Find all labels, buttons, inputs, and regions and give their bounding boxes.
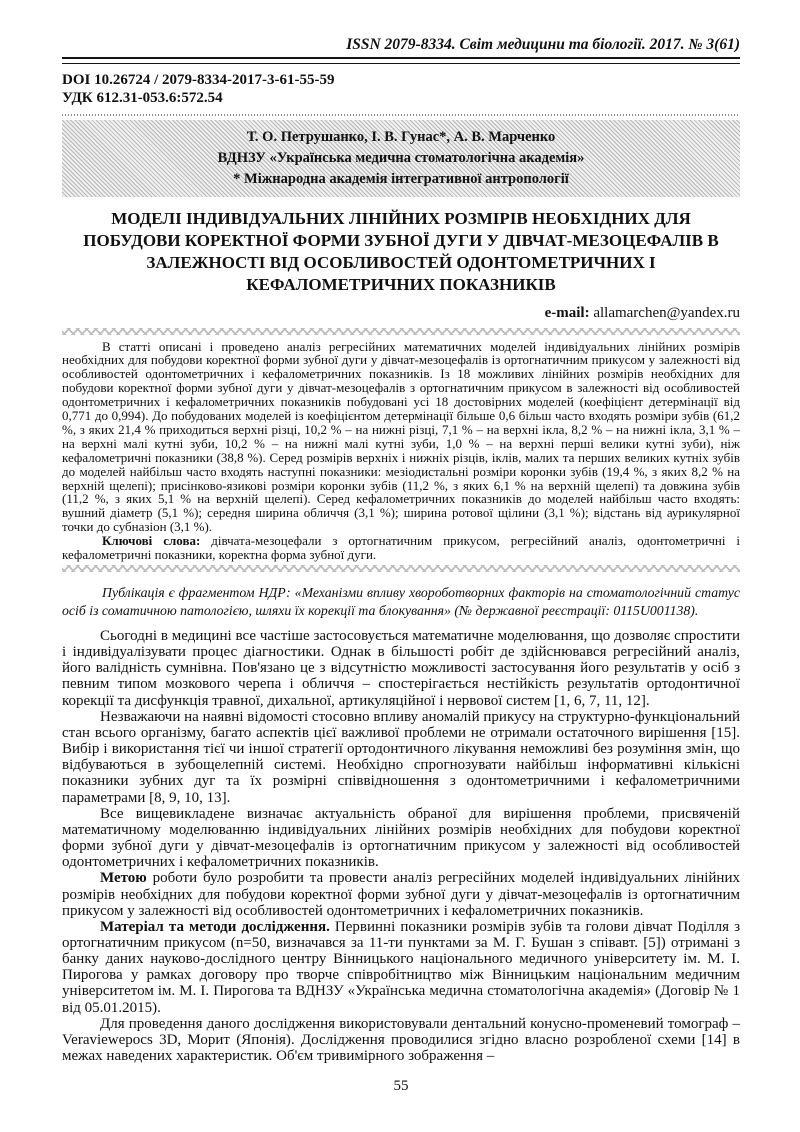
authors-block xyxy=(62,120,740,197)
materials-lead: Матеріал та методи дослідження. xyxy=(100,918,330,935)
paragraph-intro: Сьогодні в медицині все частіше застосовується математичне моделювання, що дозволяє спростити і індивідуалізувати процес діагностики. Однак в більшості робіт де здійснювався регресійний аналіз, його валідність сумнівна. Пов'язано це з відсутністю можливості застосування його результатів у осіб з певним типом мозкового черепа і обличчя – спостерігається нестійкість результатів ортодонтичної корекції та дисфункція травної, дихальної, артикуляційної і нервової систем [1, 6, 7, 11, 12]. xyxy=(62,628,740,709)
ndr-note: Публікація є фрагментом НДР: «Механізми впливу хвороботворних факторів на стоматологічний статус осіб із соматичною патологією, шляхи їх корекції та блокування» (№ державної реєстрації: 0115U001138). xyxy=(62,585,740,618)
paragraph-background: Незважаючи на наявні відомості стосовно впливу аномалій прикусу на структурно-функціональний стан всього організму, багато аспектів цієї важливої проблеми не отримали остаточного вирішення [15]. Вибір і використання тієї чи іншої стратегії ортодонтичного лікування неможливі без розуміння змін, що відбуваються в зубощелепній системі. Необхідно спрогнозувати найбільш інформативні кількісні показники зубних дуг та їх розмірні співвідношення з одонтометричними і кефалометричними параметрами [8, 9, 10, 13]. xyxy=(62,708,740,806)
page-number: 55 xyxy=(393,1078,409,1095)
email-line xyxy=(62,304,740,322)
affiliation-primary: ВДНЗУ «Українська медична стоматологічна академія» xyxy=(217,149,585,166)
affiliation-secondary: * Міжнародна академія інтегративної антропології xyxy=(233,170,569,187)
paragraph-aim xyxy=(62,870,740,918)
dotted-divider xyxy=(62,114,740,116)
email-value: allamarchen@yandex.ru xyxy=(589,304,740,321)
paragraph-tomograph: Для проведення даного дослідження використовували дентальний конусно-променевий томограф – Veraviewepocs 3D, Морит (Японія). Дослідження проводилися згідно власно розробленої схеми [14] в межах наведених характеристик. Об'єм тривимірного зображення – xyxy=(62,1015,740,1065)
keywords-text: дівчата-мезоцефали з ортогнатичним прикусом, регресійний аналіз, одонтометричні і кефалометричні показники, коректна форма зубної дуги. xyxy=(62,533,740,563)
aim-lead: Метою xyxy=(100,870,147,887)
udk-line: УДК 612.31-053.6:572.54 xyxy=(62,90,223,107)
zigzag-divider-bottom xyxy=(62,565,740,572)
doi-line: DOI 10.26724 / 2079-8334-2017-3-61-55-59 xyxy=(62,71,335,88)
abstract-block xyxy=(62,340,740,563)
zigzag-divider-top xyxy=(62,328,740,335)
article-title: МОДЕЛІ ІНДИВІДУАЛЬНИХ ЛІНІЙНИХ РОЗМІРІВ НЕОБХІДНИХ ДЛЯ ПОБУДОВИ КОРЕКТНОЇ ФОРМИ ЗУБНОЇ ДУГИ У ДІВЧАТ-МЕЗОЦЕФАЛІВ В ЗАЛЕЖНОСТІ ВІД ОСОБЛИВОСТЕЙ ОДОНТОМЕТРИЧНИХ І КЕФАЛОМЕТРИЧНИХ ПОКАЗНИКІВ xyxy=(83,209,719,295)
article-body xyxy=(62,628,740,1064)
header-double-rule xyxy=(62,57,740,64)
journal-header: ISSN 2079-8334. Світ медицини та біології. 2017. № 3(61) xyxy=(346,36,740,53)
keywords-paragraph xyxy=(62,534,740,562)
aim-text: роботи було розробити та провести аналіз регресійних моделей індивідуальних лінійних розмірів необхідних для побудови коректної форми зубної дуги у дівчат-мезоцефалів із ортогнатичним прикусом у залежності від особливостей одонтометричних і кефалометричних показників. xyxy=(62,870,740,919)
keywords-label: Ключові слова: xyxy=(102,533,201,549)
materials-text: Первинні показники розмірів зубів та голови дівчат Поділля з ортогнатичним прикусом (n=50, визначався за 11-ти пунктами за М. Г. Бушан з співавт. [5]) отримані з банку даних науково-дослідного центру Вінницького національного медичного університету ім. М. І. Пирогова у рамках договору про творче співробітництво між Вінницьким національним медичним університетом ім. М. І. Пирогова та ВДНЗУ «Українська медична стоматологічна академія» (Договір № 1 від 05.01.2015). xyxy=(62,918,740,1016)
paragraph-materials xyxy=(62,919,740,1016)
paragraph-relevance: Все вищевикладене визначає актуальність обраної для вирішення проблеми, присвяченій математичному моделюванню індивідуальних лінійних розмірів необхідних для побудови коректної форми зубної дуги у дівчат-мезоцефалів із ортогнатичним прикусом у залежності від особливостей одонтометричних і кефалометричних показників. xyxy=(62,805,740,871)
email-label: e-mail: xyxy=(544,304,590,321)
author-names: Т. О. Петрушанко, І. В. Гунас*, А. В. Марченко xyxy=(246,129,556,146)
abstract-text: В статті описані і проведено аналіз регресійних математичних моделей індивідуальних лінійних розмірів необхідних для побудови коректної форми зубної дуги у дівчат-мезоцефалів із ортогнатичним прикусом у залежності від особливостей одонтометричних і кефалометричних показників. Із 18 можливих лінійних розмірів необхідних для побудови коректної форми зубної дуги у дівчат-мезоцефалів з ортогнатичним прикусом в залежності від особливостей одонтометричних і кефалометричних показників побудовані усі 18 достовірних моделей (коефіцієнт детермінації від 0,771 до 0,994). До побудованих моделей із коефіцієнтом детермінації більше 0,6 більш часто входять розміри зубів (61,2 %, з яких 21,4 % приходиться верхні різці, 10,2 % – на нижні різці, 7,1 % – на верхні ікла, 8,2 % – на нижні ікла, 3,1 % – на верхні малі кутні зуби, 10,2 % – на нижні малі кутні зуби, 1,0 % – на верхні перші велики кутні зуби), ніж кефалометричні показники (38,8 %). Серед розмірів верхніх і нижніх різців, іклів, малих та перших великих кутніх зубів до моделей найбільш часто входять наступні показники: мезіодистальні розміри коронки зубів (19,4 %, з яких 8,2 % на верхній щелепі); присінково-язикові розміри коронки зубів (11,2 %, з яких 6,1 % на верхній щелепі) та довжина зубів (11,2 %, з яких 5,1 % на верхній щелепі). Серед кефалометричних показників до моделей найбільш часто входять: вушний діаметр (5,1 %); середня ширина обличчя (3,1 %); ширина ротової щілини (3,1 %); відстань від аурикулярної точки до субназіон (3,1 %). xyxy=(62,338,740,535)
